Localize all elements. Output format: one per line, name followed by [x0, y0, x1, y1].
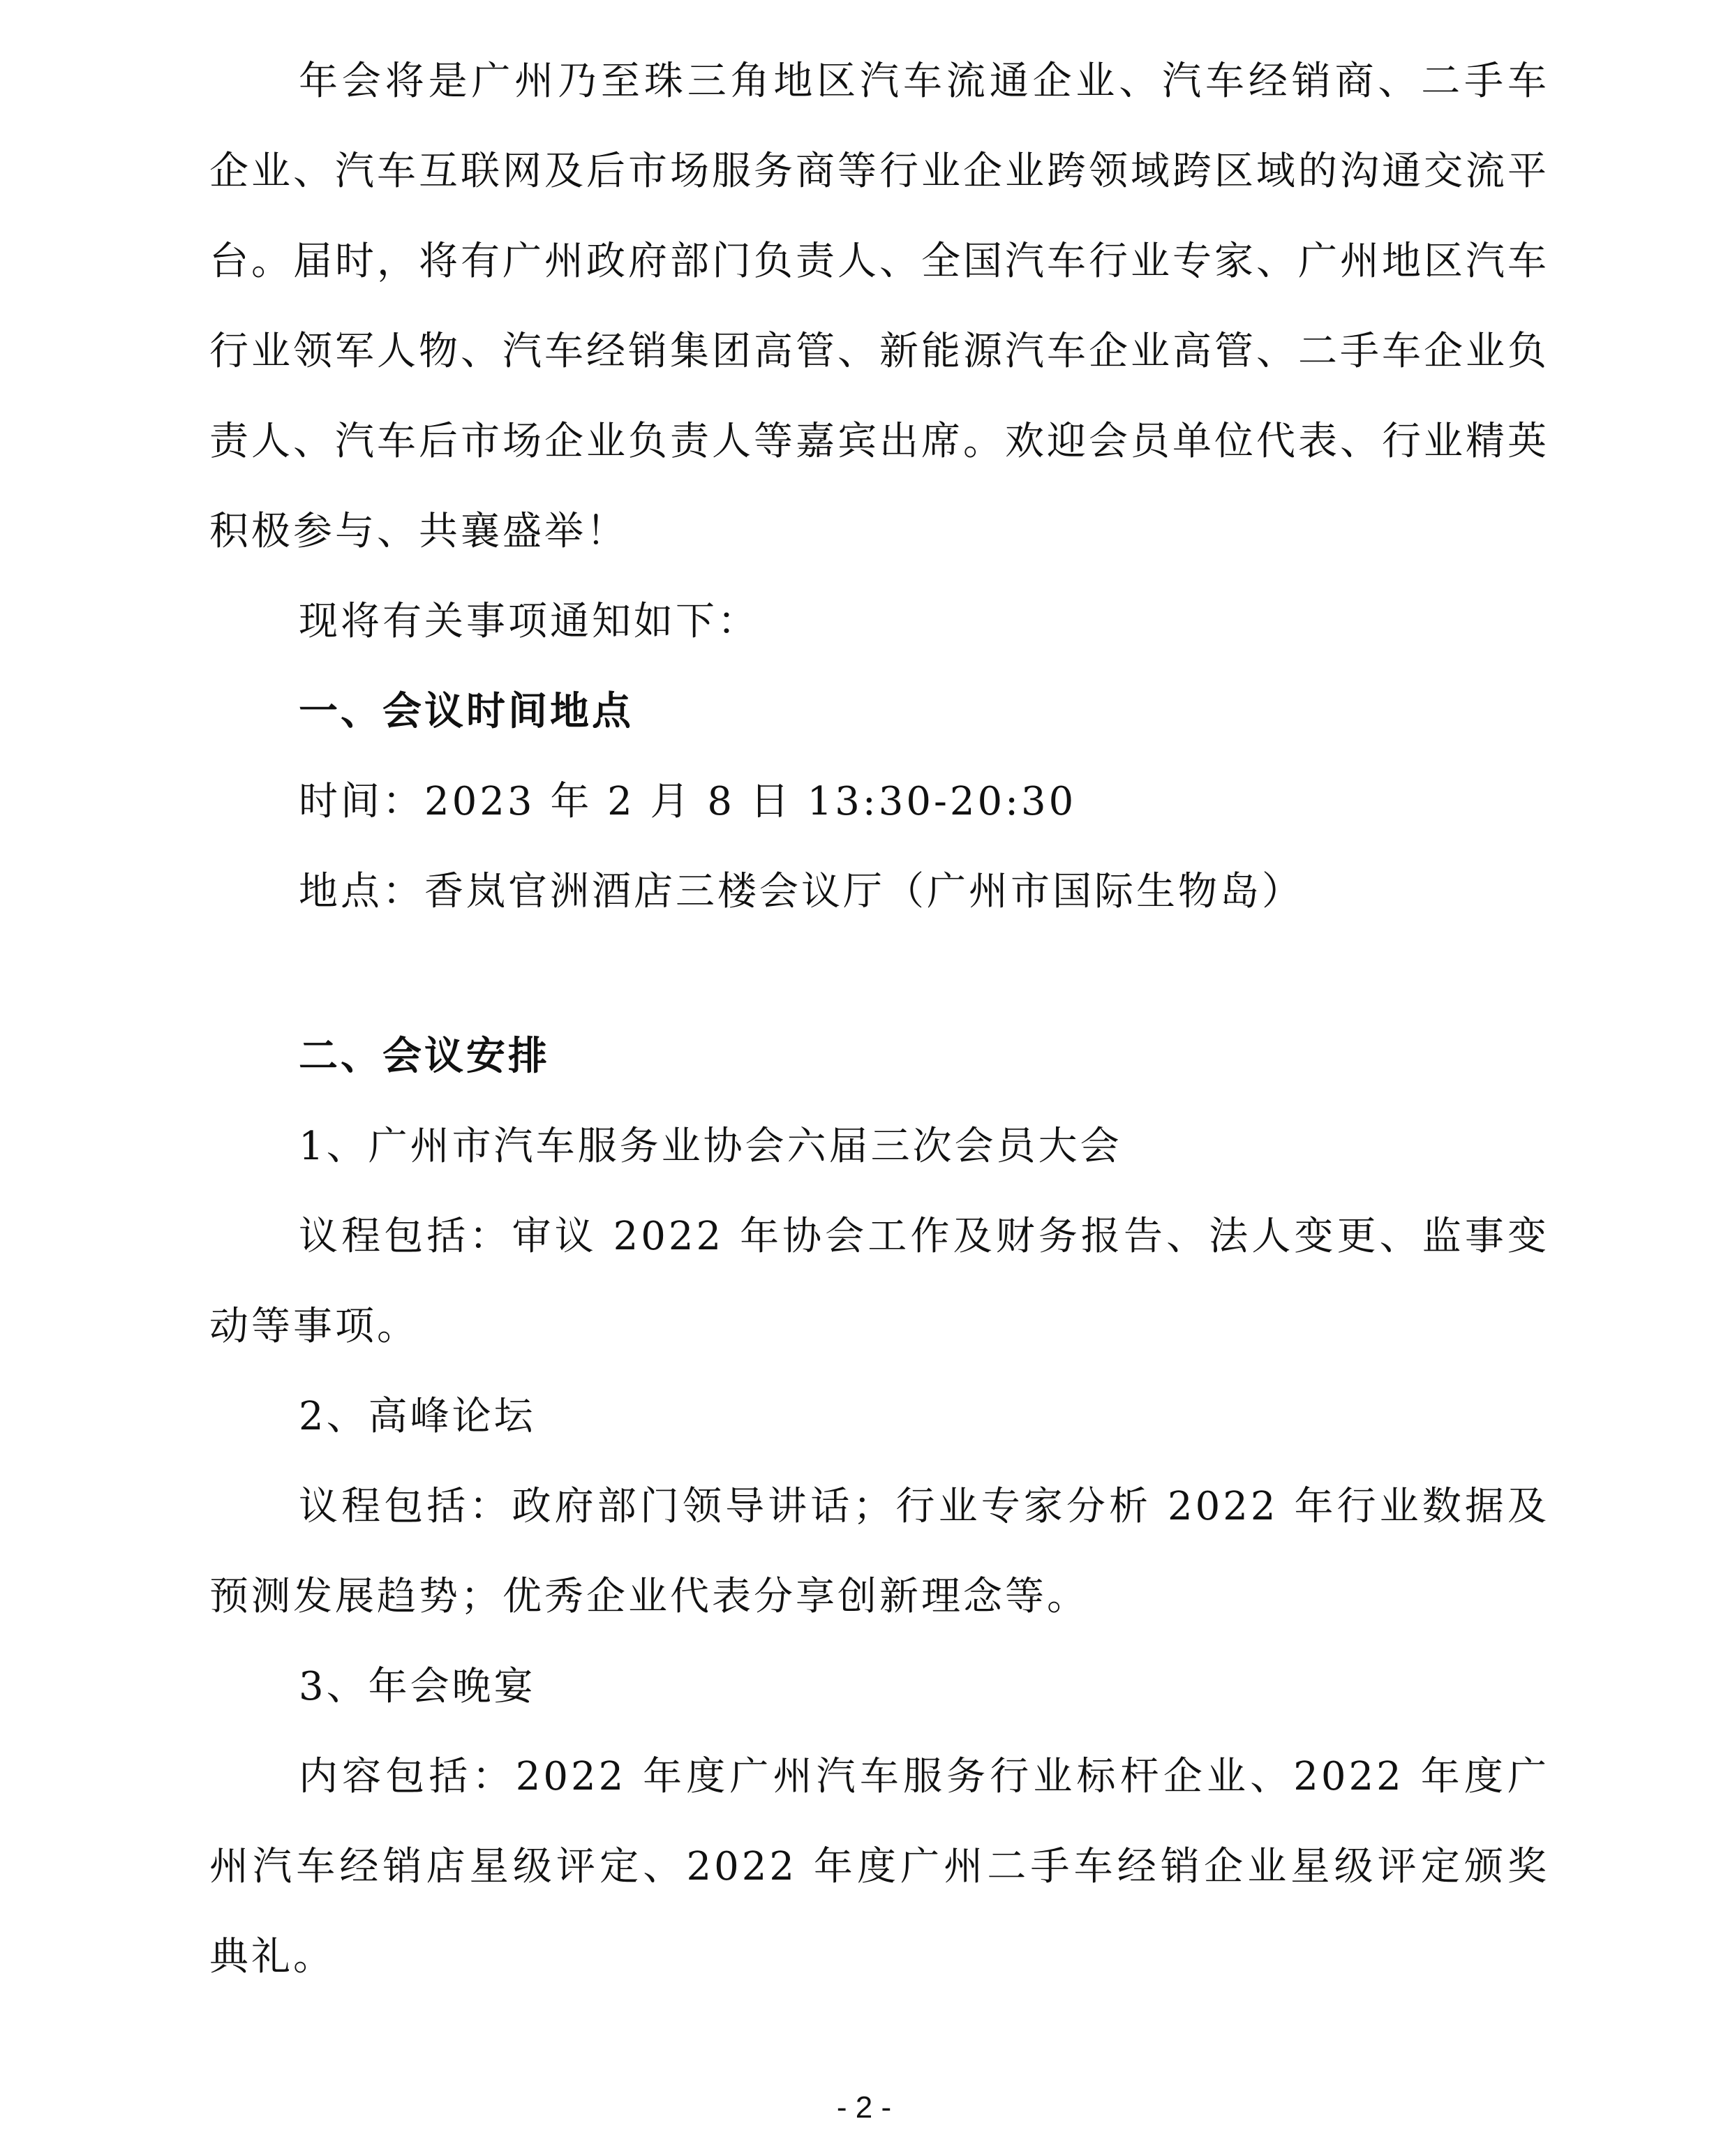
agenda-item-2-title: 2、高峰论坛 — [299, 1394, 536, 1439]
agenda-item-3-title: 3、年会晚宴 — [299, 1664, 536, 1709]
agenda-item-3-detail: 内容包括：2022 年度广州汽车服务行业标杆企业、2022 年度广州汽车经销店星级评定、2022 年度广州二手车经销企业星级评定颁奖典礼。 — [209, 1754, 1549, 1979]
document-body — [209, 36, 1549, 2002]
section-1-title: 一、会议时间地点 — [299, 688, 634, 734]
notice-lead-paragraph: 现将有关事项通知如下： — [299, 599, 759, 644]
page-number: - 2 - — [836, 2090, 892, 2125]
meeting-place: 地点：香岚官洲酒店三楼会议厅（广州市国际生物岛） — [299, 869, 1304, 914]
intro-paragraph: 年会将是广州乃至珠三角地区汽车流通企业、汽车经销商、二手车企业、汽车互联网及后市场服务商等行业企业跨领域跨区域的沟通交流平台。届时，将有广州政府部门负责人、全国汽车行业专家、广州地区汽车行业领军人物、汽车经销集团高管、新能源汽车企业高管、二手车企业负责人、汽车后市场企业负责人等嘉宾出席。欢迎会员单位代表、行业精英积极参与、共襄盛举！ — [209, 59, 1549, 554]
agenda-item-1-detail: 议程包括：审议 2022 年协会工作及财务报告、法人变更、监事变动等事项。 — [209, 1214, 1549, 1349]
agenda-item-2-detail: 议程包括：政府部门领导讲话；行业专家分析 2022 年行业数据及预测发展趋势；优秀企业代表分享创新理念等。 — [209, 1484, 1549, 1619]
section-spacer — [209, 937, 1549, 1011]
agenda-item-1-title: 1、广州市汽车服务业协会六届三次会员大会 — [299, 1124, 1122, 1169]
meeting-time: 时间：2023 年 2 月 8 日 13:30-20:30 — [299, 779, 1077, 824]
section-2-title: 二、会议安排 — [299, 1033, 550, 1079]
